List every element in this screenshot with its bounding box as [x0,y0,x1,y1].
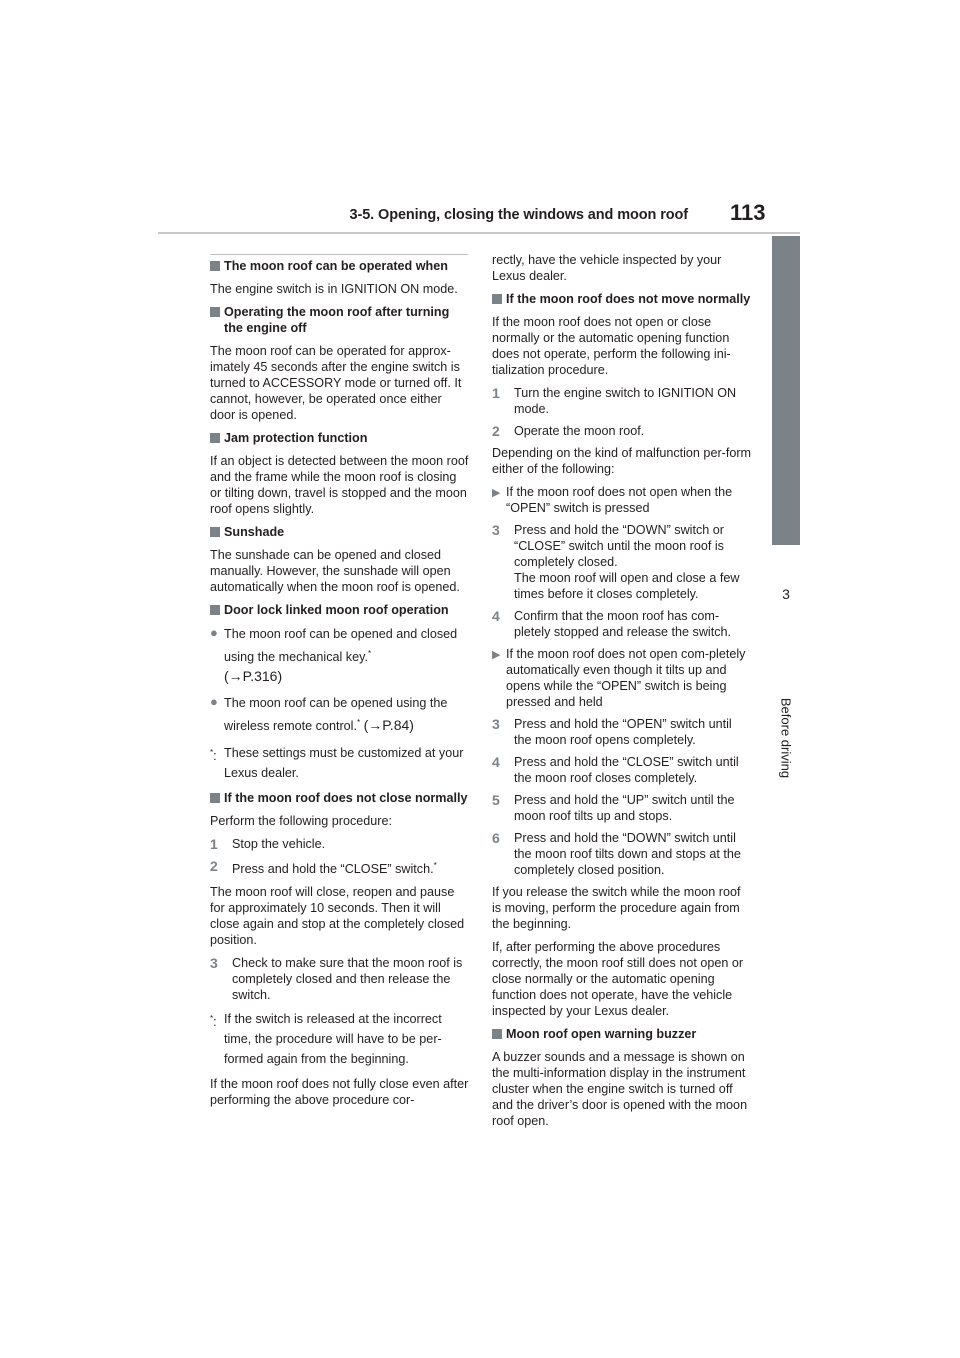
column-rule [210,254,468,255]
step-item: 3 Press and hold the “OPEN” switch until the moon roof opens completely. [492,716,732,747]
square-icon [210,307,220,317]
square-icon [210,261,220,271]
step-item: 1 Stop the vehicle. [210,836,326,853]
paragraph: If the moon roof does not open or close normally or the automatic opening function does not operate, perform the following ini-tialization procedure. [492,315,731,377]
chapter-label: Before driving [778,697,794,779]
header-rule [158,232,800,234]
step-item: 2 Press and hold the “CLOSE” switch.* [210,858,437,877]
footnote: *: These settings must be customized at your Lexus dealer. [210,746,464,781]
step-item: 2 Operate the moon roof. [492,423,645,439]
sub-heading: ▶ If the moon roof does not open when the “OPEN” switch is pressed [492,485,733,515]
paragraph: A buzzer sounds and a message is shown on the multi-information display in the instrument cluster when the engine switch is turned off and the driver’s door is opened with the moon roof open. [492,1050,748,1128]
paragraph: The moon roof will close, reopen and pause for approximately 10 seconds. Then it will close again and stop at the completely closed position. [210,884,465,947]
square-icon [210,527,220,537]
page-reference: (→P.84) [363,717,414,734]
heading: Moon roof open warning buzzer [492,1026,752,1042]
chapter-number: 3 [782,586,790,602]
paragraph: If, after performing the above procedures correctly, the moon roof still does not open or close normally or the automatic opening function does not operate, have the vehicle inspected by your Lexus dealer. [492,940,744,1018]
page-reference: (→P.316) [224,668,283,685]
square-icon [210,433,220,443]
sub-heading: ▶ If the moon roof does not open com-pletely automatically even though it tilts up and opens while the “OPEN” switch is being pressed and held [492,647,746,709]
section-title: 3-5. Opening, closing the windows and moon roof [349,207,688,223]
paragraph: If you release the switch while the moon roof is moving, perform the procedure again from the beginning. [492,885,741,931]
square-icon [492,294,502,304]
circle-bullet-icon: ● [210,625,218,640]
paragraph: The engine switch is in IGNITION ON mode. [210,282,458,296]
paragraph: Depending on the kind of malfunction per-form either of the following: [492,446,752,476]
heading: The moon roof can be operated when [210,258,470,274]
heading: Operating the moon roof after turning the engine off [210,304,470,336]
circle-bullet-icon: ● [210,694,218,710]
arrow-right-icon: ▶ [492,487,501,499]
arrow-right-icon: ▶ [492,649,501,661]
heading: Jam protection function [210,430,470,446]
step-item: 6 Press and hold the “DOWN” switch until the moon roof tilts down and stops at the completely closed position. [492,830,741,877]
list-item: ● The moon roof can be opened and closed using the mechanical key.* (→P.316) [210,625,470,687]
heading: Door lock linked moon roof operation [210,602,470,618]
paragraph: The sunshade can be opened and closed manually. However, the sunshade will open automatically when the moon roof is opened. [210,548,460,594]
step-item: 4 Press and hold the “CLOSE” switch until the moon roof closes completely. [492,754,739,785]
footnote: *: If the switch is released at the incorrect time, the procedure will have to be per-formed again from the beginning. [210,1011,442,1066]
paragraph: If the moon roof does not fully close even after performing the above procedure cor- [210,1076,469,1107]
step-item: 4 Confirm that the moon roof has com-pletely stopped and release the switch. [492,608,732,639]
heading: If the moon roof does not close normally [210,790,470,806]
right-column [492,252,752,1136]
paragraph: Perform the following procedure: [210,814,393,829]
square-icon [210,605,220,615]
page-header [0,200,960,236]
paragraph: The moon roof can be operated for approx-imately 45 seconds after the engine switch is turned to ACCESSORY mode or turned off. It cannot, however, be operated once either door is opened. [210,344,462,422]
heading: Sunshade [210,524,470,540]
step-item: 3 Press and hold the “DOWN” switch or “CLOSE” switch until the moon roof is completely closed. The moon roof will open and close a few times before it closes completely. [492,522,740,601]
heading: If the moon roof does not move normally [492,291,752,307]
square-icon [492,1029,502,1039]
list-item: ● The moon roof can be opened using the wireless remote control.* (→P.84) [210,694,470,736]
step-item: 5 Press and hold the “UP” switch until the moon roof tilts up and stops. [492,792,735,823]
square-icon [210,793,220,803]
chapter-tab [772,236,800,545]
step-item: 1 Turn the engine switch to IGNITION ON mode. [492,385,737,416]
step-item: 3 Check to make sure that the moon roof is completely closed and then release the switch. [210,954,463,1002]
page-number: 113 [730,200,766,225]
paragraph: If an object is detected between the moon roof and the frame while the moon roof is closing or tilting down, travel is stopped and the moon roof opens slightly. [210,454,469,516]
left-column [210,258,470,1115]
paragraph: rectly, have the vehicle inspected by your Lexus dealer. [492,253,722,283]
